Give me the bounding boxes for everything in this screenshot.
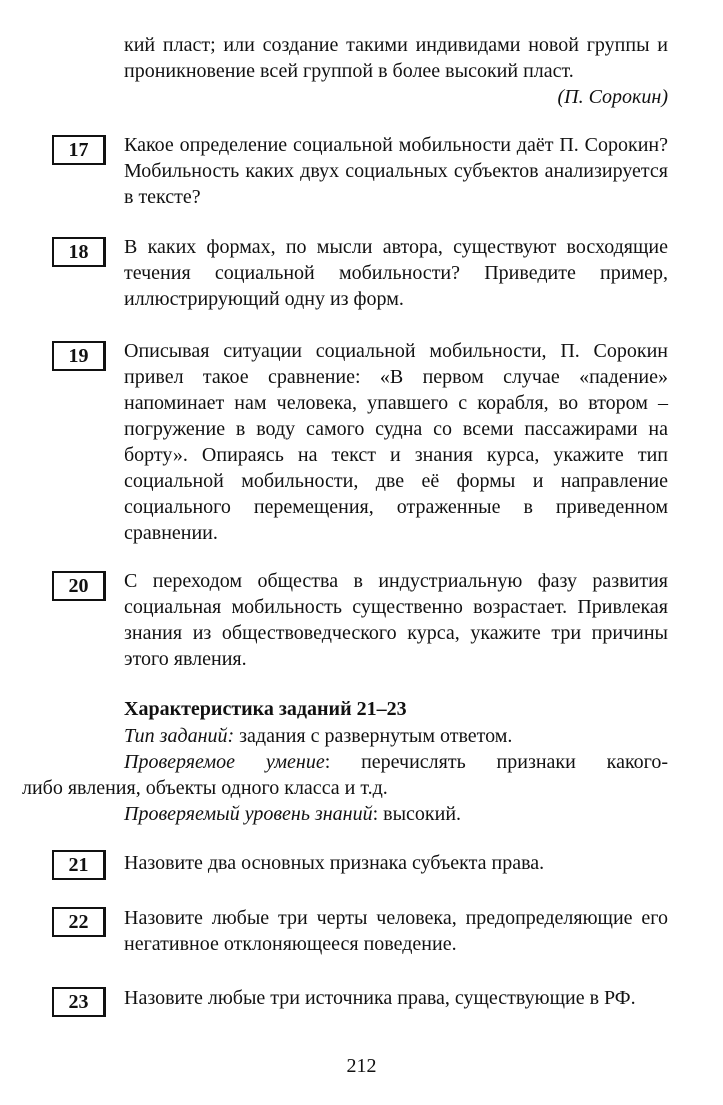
source-excerpt: кий пласт; или создание такими индивидами новой группы и проникновение всей группой в более высокий пласт.: [124, 34, 668, 82]
task-number-box: 18: [52, 237, 106, 267]
knowledge-level-label: Проверяемый уровень знаний: [124, 803, 373, 825]
task-number-box: 22: [52, 907, 106, 937]
task-type-line: [124, 723, 512, 749]
task-type-label: Тип заданий:: [124, 725, 235, 747]
task-question: В каких формах, по мысли автора, существуют восходящие течения социальной мобильности? Приведите пример, иллюстрирующий одну из форм.: [124, 236, 668, 310]
knowledge-level-value: : высокий.: [372, 803, 462, 825]
page-number: 212: [346, 1055, 377, 1077]
task-question: Назовите любые три источника права, существующие в РФ.: [124, 987, 636, 1009]
task-question: Назовите любые три черты человека, предопределяющие его негативное отклоняющееся поведение.: [124, 907, 668, 955]
knowledge-level-line: [124, 801, 461, 827]
task-question: Какое определение социальной мобильности даёт П. Сорокин? Мобильность каких двух социальных субъектов анализируется в тексте?: [124, 134, 668, 208]
task-type-value: задания с развернутым ответом.: [234, 725, 513, 747]
section-heading: Характеристика заданий 21–23: [124, 698, 407, 720]
task-number-box: 23: [52, 987, 106, 1017]
skill-line-continued: либо явления, объекты одного класса и т.д.: [22, 777, 388, 799]
task-number-box: 17: [52, 135, 106, 165]
skill-value: : перечислять признаки какого-: [324, 751, 669, 773]
task-question: Назовите два основных признака субъекта права.: [124, 852, 545, 874]
task-number-box: 20: [52, 571, 106, 601]
task-question: Описывая ситуации социальной мобильности, П. Сорокин привел такое сравнение: «В первом случае «падение» напоминает нам человека, упавшего с корабля, во втором – погружение в воду самого судна со всеми пассажирами на борту». Опираясь на текст и знания курса, укажите тип социальной мобильности, две её формы и направление социального перемещения, отраженные в приведенном сравнении.: [124, 340, 668, 544]
skill-line: [124, 749, 668, 775]
task-question: С переходом общества в индустриальную фазу развития социальная мобильность существенно возрастает. Привлекая знания из обществоведческого курса, укажите три причины этого явления.: [124, 570, 668, 670]
skill-label: Проверяемое умение: [124, 751, 325, 773]
task-number-box: 21: [52, 850, 106, 880]
source-author: (П. Сорокин): [557, 86, 668, 108]
task-number-box: 19: [52, 341, 106, 371]
